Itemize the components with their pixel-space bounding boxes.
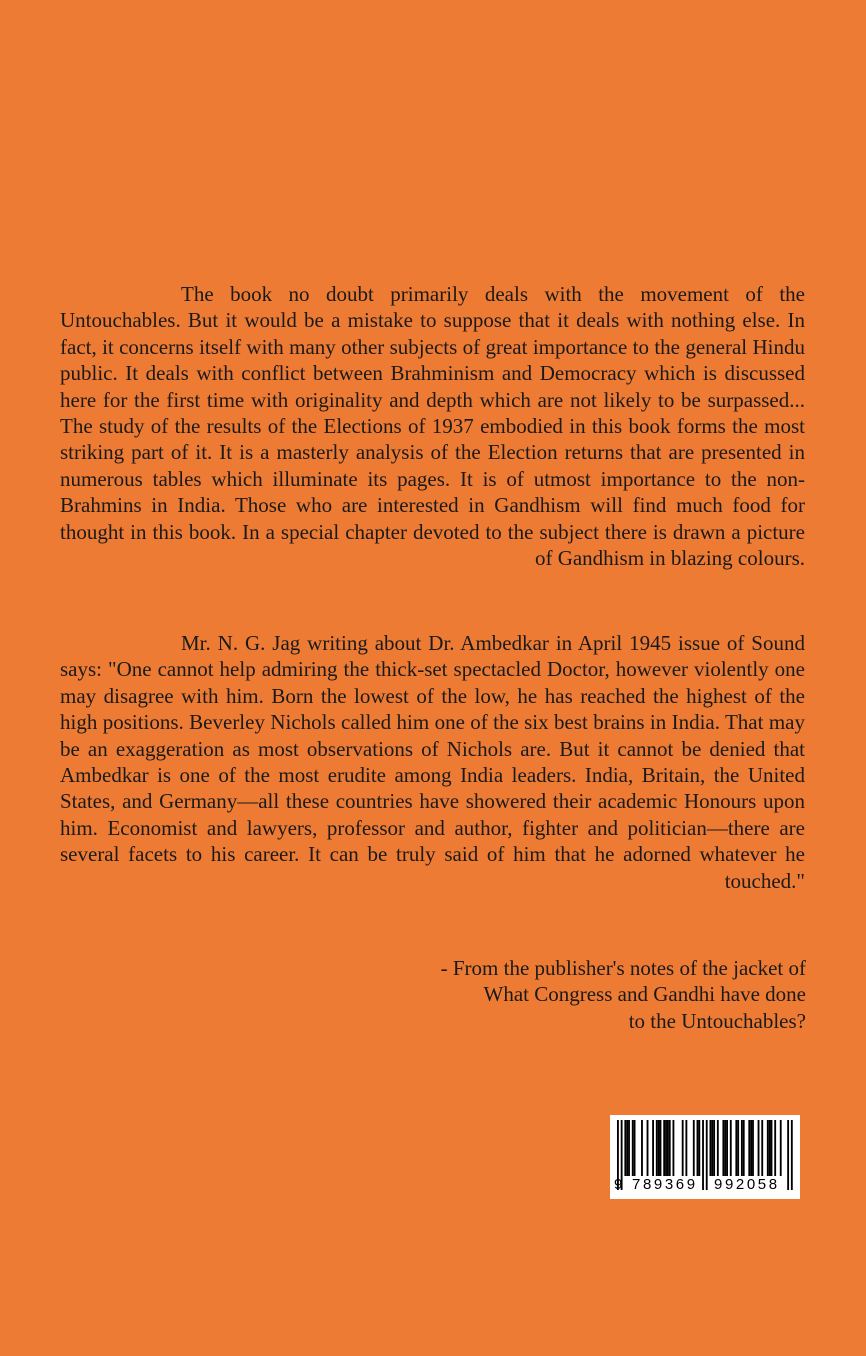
- barcode-bar: [713, 1120, 715, 1176]
- barcode-bar: [780, 1120, 782, 1176]
- barcode-bar: [771, 1120, 773, 1176]
- barcode-bar: [682, 1120, 684, 1176]
- barcode-bar: [735, 1120, 737, 1176]
- barcode-bar: [752, 1120, 754, 1176]
- barcode-bar: [626, 1120, 628, 1176]
- barcode-bar: [726, 1120, 728, 1176]
- barcode-bar: [624, 1120, 626, 1176]
- barcode-bar: [711, 1120, 713, 1176]
- isbn-right-group: 992058: [714, 1176, 780, 1193]
- blurb-paragraph-2: Mr. N. G. Jag writing about Dr. Ambedkar in April 1945 issue of Sound says: "One cannot help admiring the thick-set spectacled Doctor, however violently one may disagree with him. Born the lowest of the low, he has reached the highest of the high positions. Beverley Nichols called him one of the six best brains in India. That may be an exaggeration as most observations of Nichols are. But it cannot be denied that Ambedkar is one of the most erudite among India leaders. India, Britain, the United States, and Germany—all these countries have showered their academic Honours upon him. Economist and lawyers, professor and author, fighter and politician—there are several facets to his career. It can be truly said of him that he adorned whatever he touched.": [60, 631, 805, 893]
- barcode-bar: [685, 1120, 687, 1176]
- barcode-bar: [665, 1120, 667, 1176]
- barcode-bar: [741, 1120, 743, 1176]
- barcode-bar: [767, 1120, 769, 1176]
- barcode-bar: [652, 1120, 654, 1176]
- attribution-line-1: - From the publisher's notes of the jacket of: [440, 956, 806, 980]
- barcode-bar: [698, 1120, 700, 1176]
- isbn-first-digit: 9: [614, 1176, 623, 1193]
- barcode-bar: [673, 1120, 675, 1176]
- barcode-bar: [697, 1120, 699, 1176]
- barcode-bar: [656, 1120, 658, 1176]
- barcode-bar: [641, 1120, 643, 1176]
- barcode-bar: [761, 1120, 763, 1176]
- barcode-bar: [769, 1120, 771, 1176]
- attribution-line-3: to the Untouchables?: [628, 1008, 806, 1033]
- isbn-left-group: 789369: [632, 1176, 698, 1193]
- barcode-bar: [758, 1120, 760, 1176]
- barcode-bar: [658, 1120, 660, 1176]
- barcode-bar: [693, 1120, 695, 1176]
- barcode-bar: [774, 1120, 776, 1176]
- barcode-bar: [730, 1120, 732, 1176]
- attribution: [206, 955, 806, 1034]
- barcode-bar: [710, 1120, 712, 1176]
- barcode-bar: [667, 1120, 669, 1176]
- barcode-bar: [717, 1120, 719, 1176]
- barcode-bar: [669, 1120, 671, 1176]
- barcode-bar: [634, 1120, 636, 1176]
- barcode-bar: [724, 1120, 726, 1176]
- barcode-bar: [647, 1120, 649, 1176]
- attribution-line-2: What Congress and Gandhi have done: [483, 982, 806, 1007]
- blurb-paragraph-1: The book no doubt primarily deals with the movement of the Untouchables. But it would be a mistake to suppose that it deals with nothing else. In fact, it concerns itself with many other subjects of great importance to the general Hindu public. It deals with conflict between Brahminism and Democracy which is discussed here for the first time with originality and depth which are not likely to be surpassed... The study of the results of the Elections of 1937 embodied in this book forms the most striking part of it. It is a masterly analysis of the Election returns that are presented in numerous tables which illuminate its pages. It is of utmost importance to the non-Brahmins in India. Those who are interested in Gandhism will find much food for thought in this book. In a special chapter devoted to the subject there is drawn a picture of Gandhism in blazing colours.: [60, 282, 805, 571]
- barcode-bar: [750, 1120, 752, 1176]
- barcode-bar: [632, 1120, 634, 1176]
- barcode-bar: [748, 1120, 750, 1176]
- isbn-barcode: [610, 1115, 800, 1199]
- barcode-bar: [628, 1120, 630, 1176]
- barcode-bar: [660, 1120, 662, 1176]
- barcode-bar: [743, 1120, 745, 1176]
- isbn-number: [610, 1176, 800, 1198]
- barcode-bar: [737, 1120, 739, 1176]
- barcode-bar: [663, 1120, 665, 1176]
- barcode-bar: [722, 1120, 724, 1176]
